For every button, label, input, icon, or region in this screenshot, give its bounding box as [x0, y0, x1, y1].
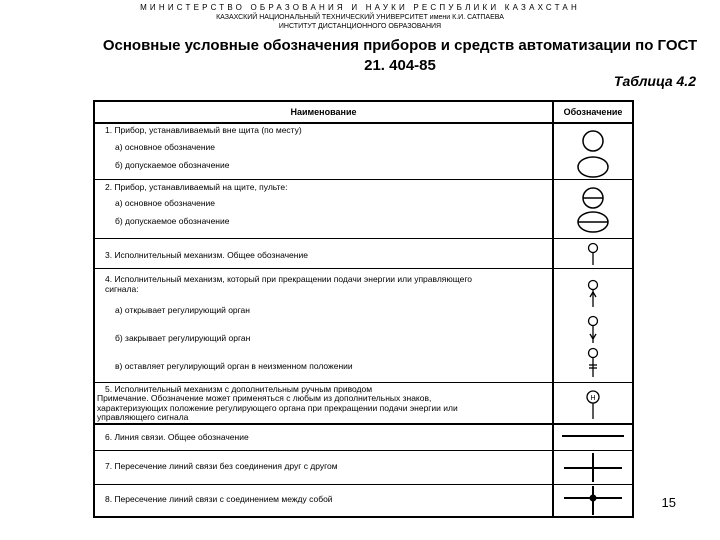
row-divider: [95, 179, 632, 180]
svg-text:H: H: [590, 395, 596, 402]
column-header-symbol: Обозначение: [563, 107, 623, 117]
row-6-name: 6. Линия связи. Общее обозначение: [105, 432, 249, 442]
row-2-sub-a: а) основное обозначение: [115, 198, 216, 208]
row-1-sub-b: б) допускаемое обозначение: [115, 160, 230, 170]
row-5-name: 5. Исполнительный механизм с дополнительным ручным приводом: [105, 384, 373, 394]
actuator-close-icon: [589, 317, 598, 344]
row-1-name: 1. Прибор, устанавливаемый вне щита (по месту): [105, 125, 302, 135]
header-divider: [95, 122, 632, 124]
row-7-symbols: [554, 451, 632, 484]
row-4-sub-b: б) закрывает регулирующий орган: [115, 333, 251, 343]
column-header-name: Наименование: [290, 107, 357, 117]
line-cross-icon: [564, 453, 622, 482]
ministry-header: МИНИСТЕРСТВО ОБРАЗОВАНИЯ И НАУКИ РЕСПУБЛИКИ КАЗАХСТАН: [140, 3, 580, 12]
row-8-name: 8. Пересечение линий связи с соединением между собой: [105, 494, 333, 504]
table-caption: Таблица 4.2: [613, 73, 696, 89]
row-5-symbols: [554, 383, 632, 423]
institute-header: ИНСТИТУТ ДИСТАНЦИОННОГО ОБРАЗОВАНИЯ: [278, 23, 442, 30]
row-divider: [95, 484, 632, 485]
row-divider: [95, 268, 632, 269]
row-8-symbols: [554, 485, 632, 516]
actuator-manual-icon: [587, 391, 599, 419]
actuator-icon: [589, 244, 598, 253]
row-4-sub-a: а) открывает регулирующий орган: [115, 305, 250, 315]
row-1-sub-a: а) основное обозначение: [115, 142, 216, 152]
row-3-name: 3. Исполнительный механизм. Общее обозначение: [105, 250, 308, 260]
symbols-table: [93, 100, 634, 518]
row-divider: [95, 238, 632, 239]
row-7-name: 7. Пересечение линий связи без соединения друг с другом: [105, 461, 338, 471]
page-number: 15: [661, 495, 676, 510]
row-2-name: 2. Прибор, устанавливаемый на щите, пульте:: [105, 182, 288, 192]
row-4-symbols: [554, 269, 632, 382]
row-2-symbols: [554, 180, 632, 238]
row-divider: [95, 423, 632, 425]
row-4-name: 4. Исполнительный механизм, который при прекращении подачи энергии или управляющего сигнала:: [105, 274, 473, 294]
row-divider: [95, 450, 632, 451]
row-5-note: Примечание. Обозначение может применяться с любым из дополнительных знаков, характеризующих положение регулирующего органа при прекращении подачи энергии или управляющего сигнала: [97, 393, 458, 422]
row-4-sub-c: в) оставляет регулирующий орган в неизменном положении: [115, 361, 353, 371]
row-1-symbols: [554, 124, 632, 179]
actuator-hold-icon: [589, 349, 598, 378]
row-6-symbols: [554, 425, 632, 450]
page-title: Основные условные обозначения приборов и средств автоматизации по ГОСТ 21. 404-85: [102, 37, 698, 74]
actuator-open-icon: [589, 281, 598, 308]
device-circle-icon: [583, 131, 603, 151]
university-header: КАЗАХСКИЙ НАЦИОНАЛЬНЫЙ ТЕХНИЧЕСКИЙ УНИВЕРСИТЕТ имени К.И. САТПАЕВА: [216, 14, 504, 21]
row-divider: [95, 382, 632, 383]
row-3-symbols: [554, 239, 632, 268]
device-oval-icon: [578, 157, 608, 177]
row-2-sub-b: б) допускаемое обозначение: [115, 216, 230, 226]
line-junction-icon: [564, 486, 622, 515]
